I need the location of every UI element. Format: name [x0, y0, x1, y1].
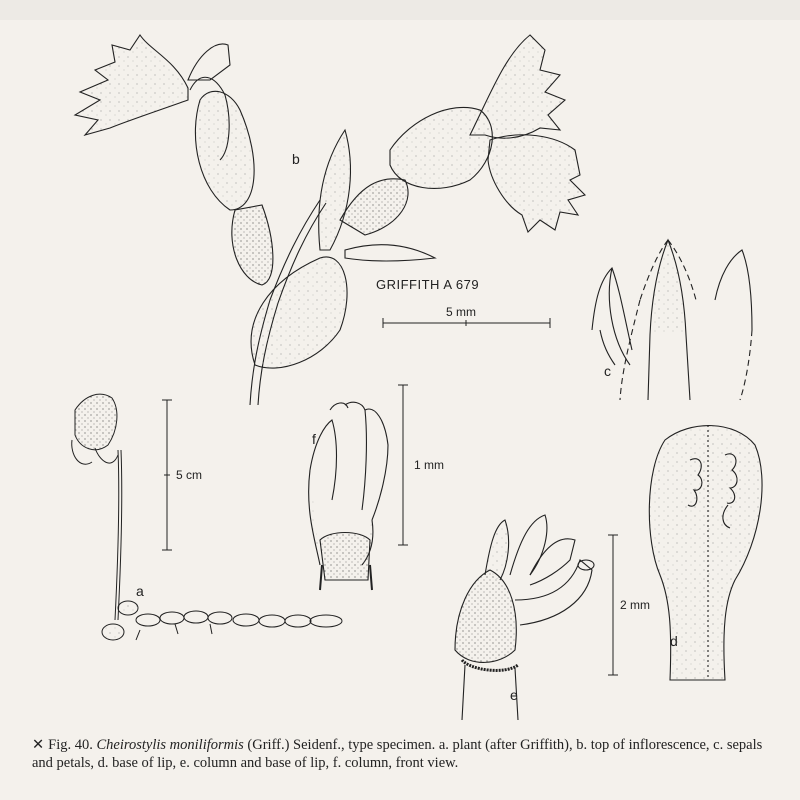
scale-label-d: 2 mm — [620, 598, 650, 612]
panel-e-column-lip — [455, 515, 594, 720]
taxon-name: Cheirostylis moniliformis — [96, 737, 244, 753]
panel-label-e: e — [510, 687, 518, 703]
scale-label-b: 5 mm — [446, 305, 476, 319]
caption-marker-icon: ✕ — [32, 737, 45, 753]
panel-c-sepals-petals — [592, 240, 752, 400]
scale-bar-b — [383, 318, 550, 328]
scale-bar-a — [162, 400, 172, 550]
panel-label-c: c — [604, 363, 611, 379]
scale-bar-f — [398, 385, 408, 545]
figure-number: Fig. 40. — [48, 737, 93, 753]
panel-f-column — [309, 402, 388, 590]
scale-label-a: 5 cm — [176, 468, 203, 482]
panel-d-lip-base — [649, 425, 762, 680]
panel-a-plant — [72, 394, 342, 640]
rhizome-beads — [136, 611, 342, 627]
specimen-label: GRIFFITH A 679 — [376, 277, 480, 292]
panel-label-a: a — [136, 583, 144, 599]
scale-label-f: 1 mm — [414, 458, 444, 472]
panel-label-f: f — [312, 431, 316, 447]
panel-b-inflorescence — [75, 35, 585, 405]
panel-label-b: b — [292, 151, 300, 167]
scale-bar-d — [608, 535, 618, 675]
caption-text: (Griff.) Seidenf., type specimen. a. plant (after Griffith), b. top of inflorescence, c. sepals and petals, d. base of lip, e. column and base of lip, f. column, front view. — [32, 737, 763, 771]
panel-label-d: d — [670, 633, 678, 649]
figure-caption — [32, 736, 777, 772]
